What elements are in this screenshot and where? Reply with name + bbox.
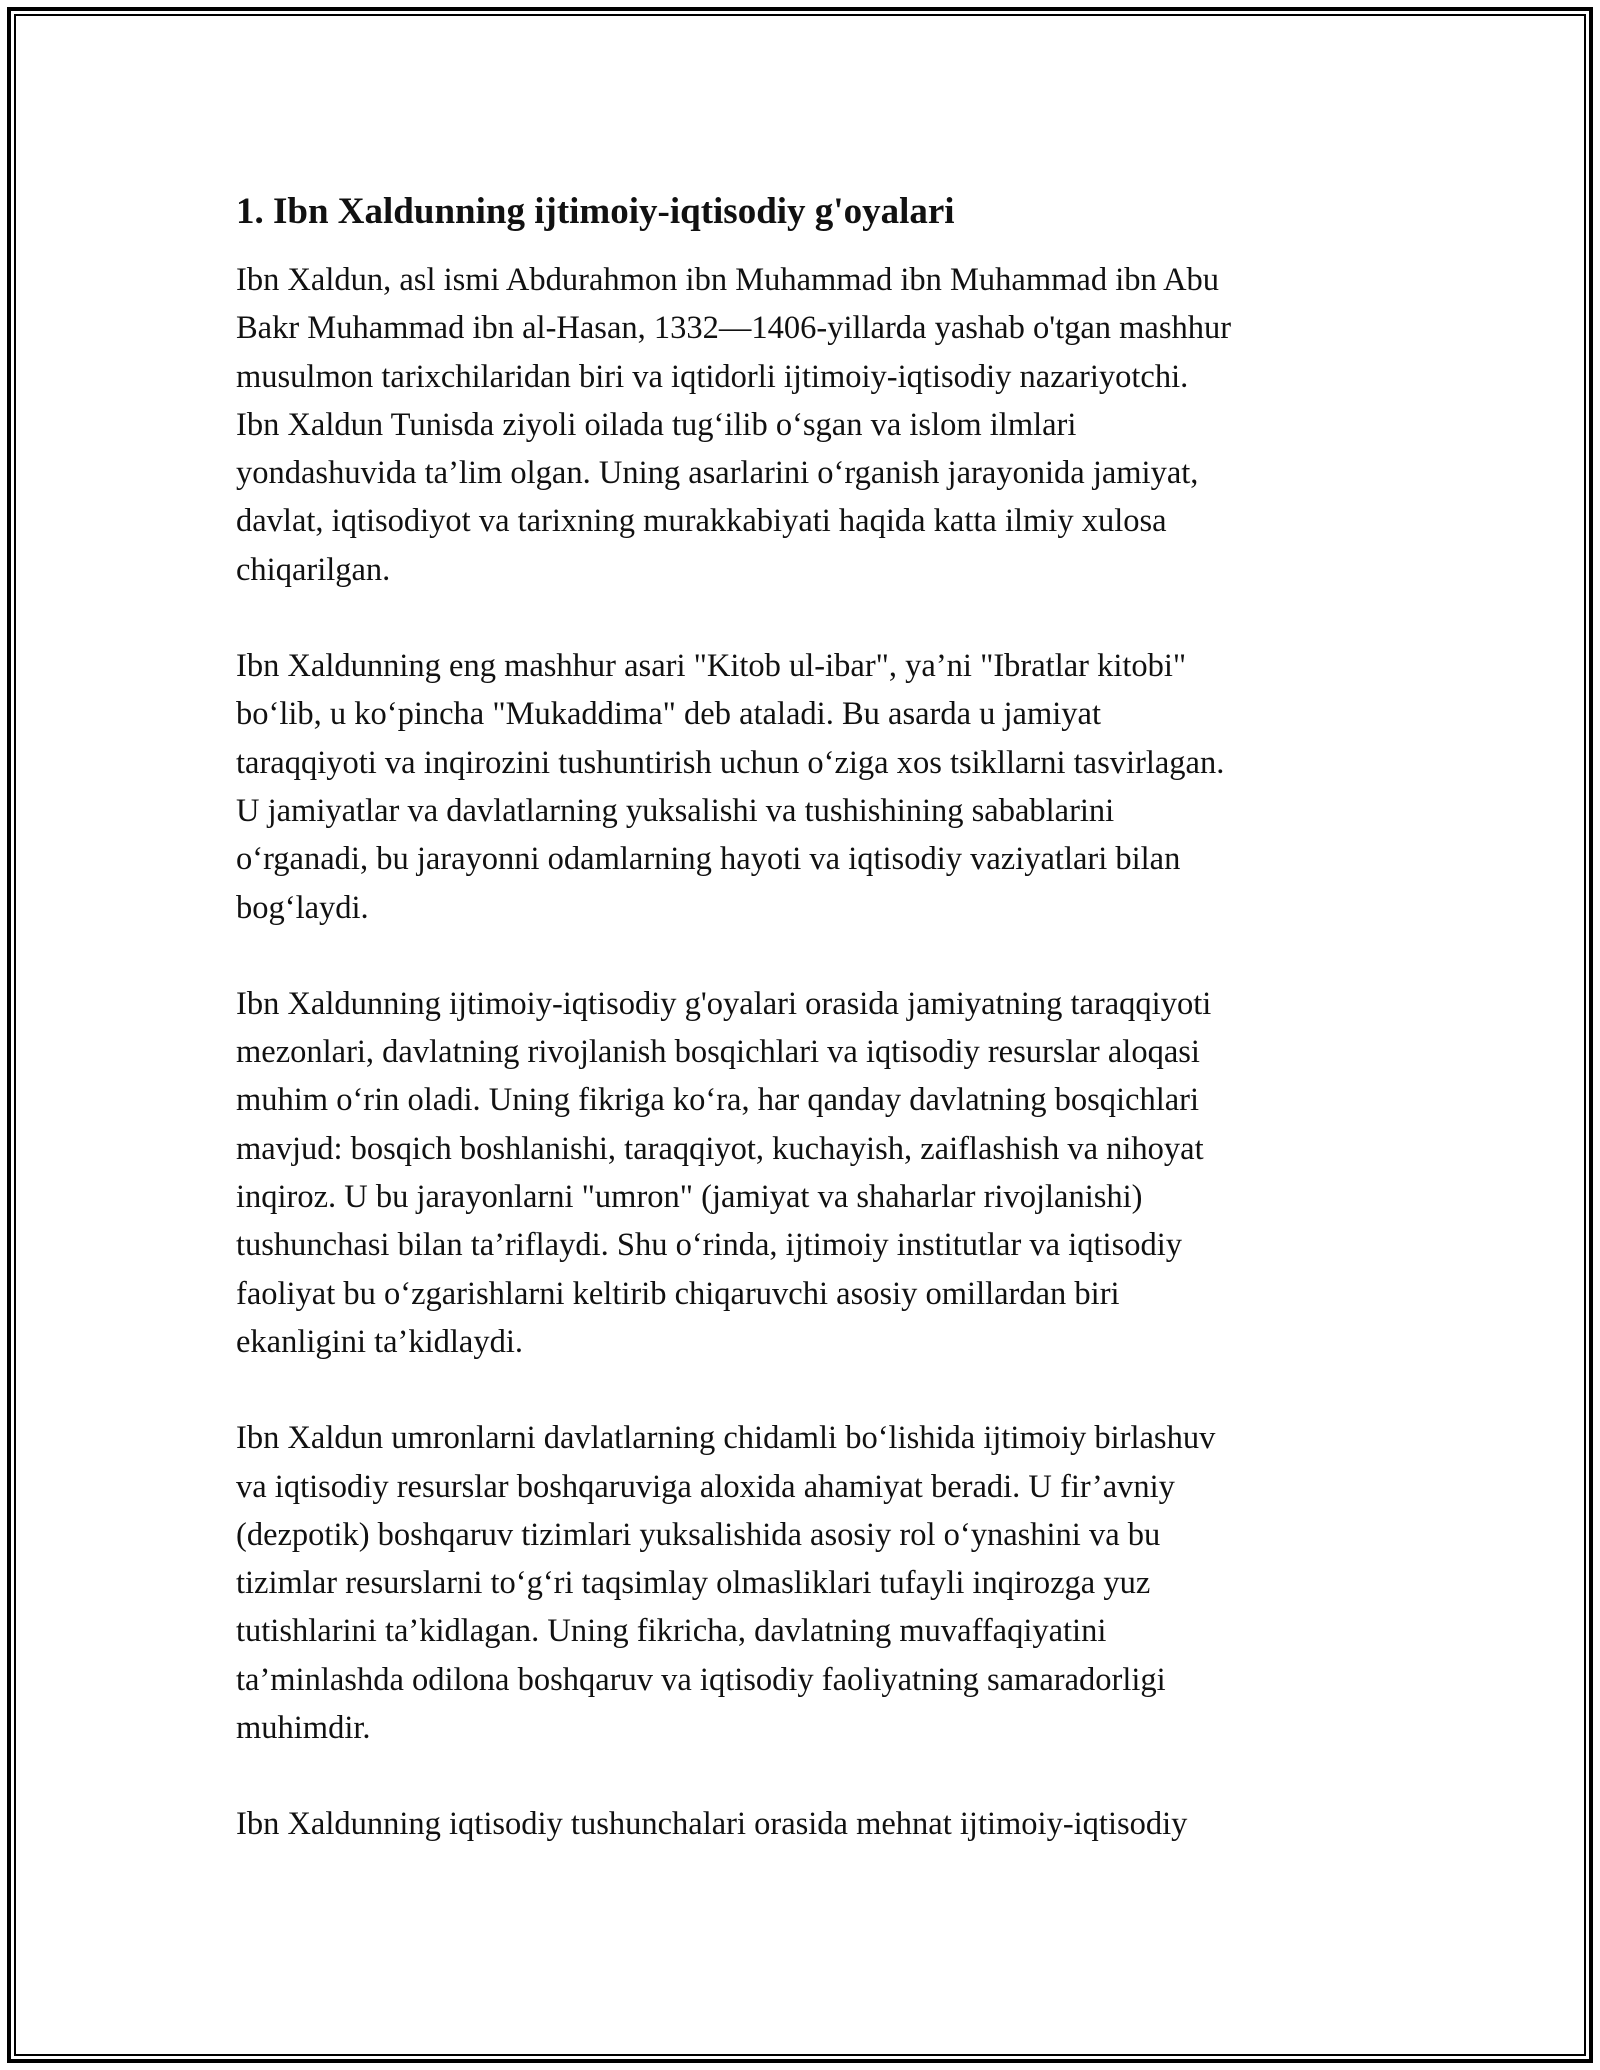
text-line: ta’minlashda odilona boshqaruv va iqtisodiy faoliyatning samaradorligi: [236, 1661, 1166, 1698]
text-line: Bakr Muhammad ibn al-Hasan, 1332—1406-yillarda yashab o'tgan mashhur: [236, 310, 1232, 347]
paragraph-3: [236, 980, 1386, 1366]
document-body: [236, 186, 1386, 1897]
text-line: muhimdir.: [236, 1710, 371, 1747]
paragraph-2: [236, 642, 1386, 932]
text-line: Ibn Xaldun umronlarni davlatlarning chidamli bo‘lishida ijtimoiy birlashuv: [236, 1420, 1216, 1457]
text-line: musulmon tarixchilaridan biri va iqtidorli ijtimoiy-iqtisodiy nazariyotchi.: [236, 358, 1189, 395]
text-line: taraqqiyoti va inqirozini tushuntirish uchun o‘ziga xos tsikllarni tasvirlagan.: [236, 744, 1225, 781]
text-line: inqiroz. U bu jarayonlarni "umron" (jamiyat va shaharlar rivojlanishi): [236, 1179, 1143, 1216]
text-line: tutishlarini ta’kidlagan. Uning fikricha, davlatning muvaffaqiyatini: [236, 1613, 1107, 1650]
text-line: yondashuvida ta’lim olgan. Uning asarlarini o‘rganish jarayonida jamiyat,: [236, 455, 1199, 492]
text-line: mavjud: bosqich boshlanishi, taraqqiyot, kuchayish, zaiflashish va nihoyat: [236, 1130, 1204, 1167]
text-line: muhim o‘rin oladi. Uning fikriga ko‘ra, har qanday davlatning bosqichlari: [236, 1082, 1200, 1119]
text-line: Ibn Xaldunning eng mashhur asari "Kitob ul-ibar", ya’ni "Ibratlar kitobi": [236, 648, 1187, 685]
text-line: tizimlar resurslarni to‘g‘ri taqsimlay olmasliklari tufayli inqirozga yuz: [236, 1565, 1151, 1602]
text-line: Ibn Xaldun, asl ismi Abdurahmon ibn Muhammad ibn Muhammad ibn Abu: [236, 262, 1220, 298]
text-line: chiqarilgan.: [236, 551, 391, 588]
text-line: davlat, iqtisodiyot va tarixning murakkabiyati haqida katta ilmiy xulosa: [236, 503, 1167, 540]
section-heading: 1. Ibn Xaldunning ijtimoiy-iqtisodiy g'oyalari: [236, 191, 955, 232]
paragraph-5: [236, 1800, 1386, 1848]
text-line: bo‘lib, u ko‘pincha "Mukaddima" deb ataladi. Bu asarda u jamiyat: [236, 696, 1101, 733]
text-line: ekanligini ta’kidlaydi.: [236, 1323, 524, 1360]
text-line: o‘rganadi, bu jarayonni odamlarning hayoti va iqtisodiy vaziyatlari bilan: [236, 841, 1181, 878]
text-line: tushunchasi bilan ta’riflaydi. Shu o‘rinda, ijtimoiy institutlar va iqtisodiy: [236, 1227, 1182, 1264]
paragraph-4: [236, 1414, 1386, 1752]
paragraph-1: [236, 256, 1386, 594]
text-line: Ibn Xaldunning iqtisodiy tushunchalari orasida mehnat ijtimoiy-iqtisodiy: [236, 1806, 1188, 1843]
text-line: (dezpotik) boshqaruv tizimlari yuksalishida asosiy rol o‘ynashini va bu: [236, 1516, 1161, 1553]
text-line: U jamiyatlar va davlatlarning yuksalishi va tushishining sabablarini: [236, 792, 1115, 829]
text-line: faoliyat bu o‘zgarishlarni keltirib chiqaruvchi asosiy omillardan biri: [236, 1275, 1120, 1312]
text-line: bog‘laydi.: [236, 889, 369, 926]
text-line: mezonlari, davlatning rivojlanish bosqichlari va iqtisodiy resurslar aloqasi: [236, 1034, 1200, 1071]
text-line: Ibn Xaldunning ijtimoiy-iqtisodiy g'oyalari orasida jamiyatning taraqqiyoti: [236, 985, 1212, 1022]
text-line: va iqtisodiy resurslar boshqaruviga aloxida ahamiyat beradi. U fir’avniy: [236, 1468, 1175, 1505]
text-line: Ibn Xaldun Tunisda ziyoli oilada tug‘ilib o‘sgan va islom ilmlari: [236, 406, 1077, 443]
